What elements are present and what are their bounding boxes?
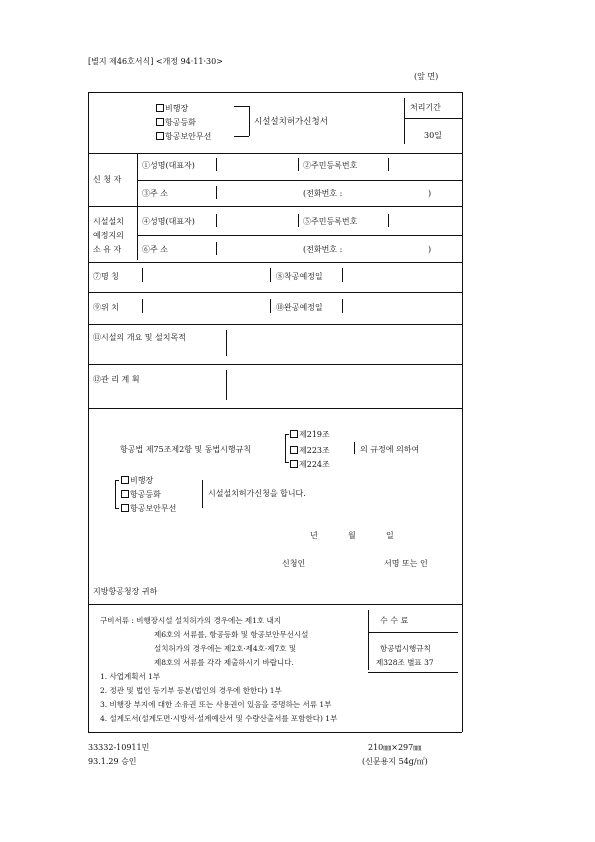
doc-item-4: 4. 설계도서(설계도면·시방서·설계예산서 및 수량산출서를 포함한다) 1부 [100, 714, 338, 723]
checkbox-type-airport[interactable] [121, 476, 129, 484]
doc-item-1: 1. 사업계획서 1부 [100, 672, 161, 681]
frame-right [462, 92, 463, 732]
title-option-airport: 비행장 [156, 104, 188, 113]
owner-group-line3: 소 유 자 [93, 245, 122, 254]
end-date-divider-left [270, 299, 271, 313]
checkbox-airport[interactable] [156, 104, 164, 112]
type-bracket-vert [115, 480, 116, 508]
end-date-label: ⑩완공예정일 [276, 303, 323, 312]
form-title: 시설설치허가신청서 [254, 117, 328, 127]
name-top-line [88, 262, 462, 263]
docs-line2: 제6호의 서류를, 항공등화 및 항공보안무선시설 [154, 630, 309, 639]
type-option-lighting: 항공등화 [121, 490, 161, 499]
addressee: 지방항공청장 귀하 [93, 587, 158, 596]
sign-or-seal: 서명 또는 인 [384, 559, 428, 568]
article-223: 제223조 [290, 446, 330, 455]
period-label: 처리기간 [410, 103, 441, 112]
applicant-address-label: ③주 소 [142, 189, 168, 198]
date-day: 일 [386, 531, 394, 540]
frame-top [88, 92, 462, 93]
owner-addr-divider [216, 242, 217, 255]
applicant-mid-line [137, 180, 462, 181]
form-number: [별지 제46호서식] <개정 94·11·30> [88, 57, 223, 66]
doc-item-2: 2. 정관 및 법인 등기부 등본(법인의 경우에 한한다) 1부 [100, 686, 282, 695]
law-text: 항공법 제75조제2항 및 동법시행규칙 [120, 445, 252, 454]
fee-line-top [368, 632, 458, 633]
form-code: 33332-10911민 [88, 743, 150, 752]
paper-size: 210㎜×297㎜ [368, 743, 422, 752]
docs-line4: 제8호의 서류를 각각 제출하시기 바랍니다. [154, 658, 294, 667]
applicant-id-divider-right [388, 158, 389, 171]
owner-id-label: ⑤주민등록번호 [303, 217, 358, 226]
owner-id-divider-left [298, 214, 299, 227]
owner-address-label: ⑥주 소 [142, 245, 168, 254]
title-option-lighting: 항공등화 [156, 118, 196, 127]
owner-group-divider [137, 206, 138, 260]
title-bracket-vert [249, 106, 250, 136]
location-label: ⑨위 치 [93, 303, 119, 312]
paper-type: (신문용지 54g/㎡) [362, 757, 428, 766]
title-option-radio: 항공보안무선 [156, 132, 211, 141]
checkbox-radio[interactable] [156, 132, 164, 140]
period-line [404, 118, 462, 119]
owner-phone-label: (전화번호 : [303, 245, 343, 254]
checkbox-art224[interactable] [290, 460, 298, 468]
overview-divider [226, 330, 227, 356]
fee-table: 제328조 별표 37 [376, 658, 434, 667]
applicant-phone-close: ) [428, 189, 432, 198]
checkbox-art219[interactable] [290, 430, 298, 438]
owner-group-line2: 예정지의 [93, 231, 124, 240]
facility-name-label: ⑦명 칭 [93, 272, 119, 281]
type-option-radio: 항공보안무선 [121, 504, 176, 513]
article-right-bar [354, 442, 355, 454]
fee-label: 수 수 료 [380, 616, 409, 625]
owner-group-line1: 시설설치 [93, 217, 124, 226]
start-date-divider-right [342, 268, 343, 282]
applicant-id-label: ②주민등록번호 [303, 161, 358, 170]
title-bracket-top [234, 106, 249, 107]
start-date-label: ⑧착공예정일 [276, 272, 323, 281]
facility-name-divider [142, 268, 143, 282]
title-bracket-bottom [234, 136, 249, 137]
doc-item-3: 3. 비행장 부지에 대한 소유권 또는 사용권이 있음을 증명하는 서류 1부 [100, 700, 332, 709]
applicant-phone-label: (전화번호 : [303, 189, 343, 198]
article-219: 제219조 [290, 430, 330, 439]
statement-top-line [88, 408, 462, 409]
docs-top-line [88, 604, 462, 605]
article-bracket-vert [285, 434, 286, 462]
docs-line3: 설치허가의 경우에는 제2호·제4호·제7호 및 [154, 644, 297, 653]
applicant-signature-label: 신청인 [282, 559, 306, 568]
owner-top-line [88, 206, 462, 207]
page-side-label: (앞 면) [414, 72, 439, 81]
period-divider [404, 98, 405, 144]
applicant-name-divider [216, 158, 217, 171]
checkbox-art223[interactable] [290, 446, 298, 454]
owner-mid-line [137, 235, 462, 236]
fee-line-bottom [368, 672, 458, 673]
date-year: 년 [310, 531, 318, 540]
applicant-group-label: 신 청 자 [93, 175, 122, 184]
type-bracket-bottom [115, 508, 119, 509]
checkbox-lighting[interactable] [156, 118, 164, 126]
owner-name-divider [216, 214, 217, 227]
owner-phone-close: ) [428, 245, 432, 254]
location-top-line [88, 292, 462, 293]
frame-bottom [88, 732, 462, 733]
applicant-name-label: ①성명(대표자) [142, 161, 195, 170]
location-divider [142, 299, 143, 313]
owner-id-divider-right [388, 214, 389, 227]
law-suffix: 의 규정에 의하여 [360, 445, 420, 454]
start-date-divider-left [270, 268, 271, 282]
article-bracket-bottom [285, 462, 289, 463]
plan-top-line [88, 364, 462, 365]
checkbox-type-lighting[interactable] [121, 490, 129, 498]
date-month: 월 [348, 531, 356, 540]
fee-ref: 항공법시행규칙 [380, 644, 431, 653]
applicant-top-line [88, 153, 462, 154]
applicant-id-divider-left [298, 158, 299, 171]
applicant-addr-divider [216, 186, 217, 199]
frame-left [88, 92, 89, 732]
end-date-divider-right [342, 299, 343, 313]
apply-text: 시설설치허가신청을 합니다. [208, 489, 306, 498]
type-option-airport: 비행장 [121, 476, 153, 485]
overview-label: ⑪시설의 개요 및 설치목적 [93, 333, 186, 342]
owner-name-label: ④성명(대표자) [142, 217, 195, 226]
docs-line1: 구비서류 : 비행장시설 설치허가의 경우에는 제1호 내지 [100, 616, 281, 625]
management-plan-label: ⑫관 리 계 획 [93, 375, 140, 384]
plan-divider [226, 370, 227, 400]
period-value: 30일 [424, 131, 442, 140]
overview-top-line [88, 324, 462, 325]
type-right-bar [202, 480, 203, 508]
checkbox-type-radio[interactable] [121, 504, 129, 512]
article-224: 제224조 [290, 460, 330, 469]
approval-date: 93.1.29 승인 [88, 757, 137, 766]
fee-divider [368, 610, 369, 670]
